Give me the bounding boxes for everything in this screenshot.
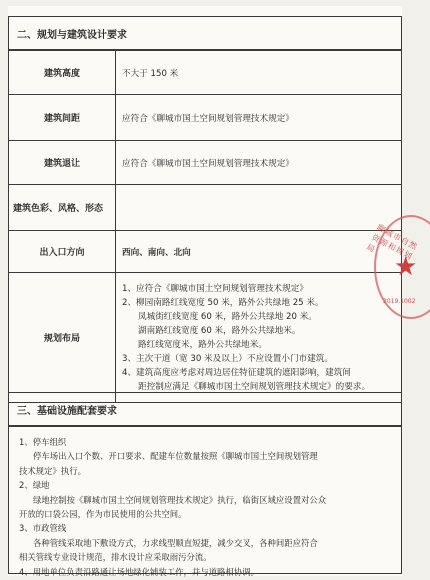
- section-title-planning: 二、规划与建筑设计要求: [17, 29, 127, 41]
- layout-line: 3、主次干道（宽 30 米及以上）不应设置小门市建筑。: [122, 353, 333, 364]
- label-building-style: 建筑色彩、风格、形态: [9, 185, 116, 231]
- infra-line: 1、停车组织: [19, 437, 67, 447]
- seal-text: 聊城市自然资源和规划局: [364, 222, 420, 262]
- layout-line: 凤城街红线宽度 60 米，路外公共绿地 20 米。: [138, 311, 317, 322]
- infra-line: 开放的口袋公园，作为市民使用的公共空间。: [19, 509, 187, 520]
- value-building-spacing: 应符合《聊城市国土空间规划管理技术规定》: [116, 95, 402, 141]
- infra-line: 3、市政管线: [19, 523, 67, 534]
- infra-line: 绿地控制按《聊城市国土空间规划管理技术规定》执行，临街区域应设置对公众: [33, 494, 327, 505]
- label-access-direction: 出入口方向: [9, 231, 116, 273]
- infra-line: 4、用地单位负责沿路通让场地绿化铺装工作，并与道路相协调。: [19, 566, 259, 577]
- value-access-direction: 西向、南向、北向: [116, 231, 402, 273]
- row-building-style: [9, 185, 402, 231]
- label-building-height: 建筑高度: [9, 51, 116, 95]
- row-building-height: [9, 51, 402, 95]
- label-building-spacing: 建筑间距: [9, 95, 116, 141]
- section-header-planning: [8, 16, 402, 50]
- value-building-height: 不大于 150 米: [116, 51, 402, 95]
- infrastructure-requirements-text: [8, 426, 402, 577]
- row-planning-layout: [9, 273, 402, 403]
- label-building-setback: 建筑退让: [9, 141, 116, 185]
- row-building-setback: [9, 141, 402, 185]
- infra-line: 技术规定》执行。: [19, 465, 86, 476]
- document-page: [8, 6, 402, 576]
- value-building-setback: 应符合《聊城市国土空间规划管理技术规定》: [116, 141, 402, 185]
- infra-line: 相关管线专业设计规范，排水设计应采取雨污分流。: [19, 552, 212, 563]
- layout-line: 4、建筑高度应考虑对周边居住特征建筑的遮阳影响，建筑间: [122, 367, 351, 378]
- section-title-infrastructure: 三、基础设施配套要求: [17, 405, 117, 417]
- row-building-spacing: [9, 95, 402, 141]
- label-planning-layout: 规划布局: [9, 273, 116, 403]
- layout-line: 距控制应满足《聊城市国土空间规划管理技术规定》的要求。: [138, 381, 371, 392]
- planning-requirements-table: [8, 50, 402, 403]
- seal-star-icon: ★: [394, 252, 418, 282]
- infra-line: 各种管线采取地下敷设方式，力求线型顺直短捷，减少交叉，各种间距应符合: [33, 537, 318, 548]
- infra-line: 2、绿地: [19, 480, 50, 491]
- seal-date: 2019.1002: [383, 298, 416, 305]
- row-access-direction: [9, 231, 402, 273]
- layout-line: 2、柳园南路红线宽度 50 米，路外公共绿地 25 米。: [122, 297, 324, 308]
- value-building-style: [116, 185, 402, 231]
- layout-line: 湖南路红线宽度 60 米，路外公共绿地米。: [138, 325, 301, 336]
- layout-line: 路红线宽度米，路外公共绿地米。: [138, 339, 267, 350]
- value-planning-layout: [116, 273, 402, 403]
- layout-line: 1、应符合《聊城市国土空间规划管理技术规定》: [122, 283, 308, 294]
- section-header-infrastructure: [8, 392, 402, 426]
- infra-line: 停车场出入口个数、开口要求、配建车位数量按照《聊城市国土空间规划管理: [33, 451, 318, 462]
